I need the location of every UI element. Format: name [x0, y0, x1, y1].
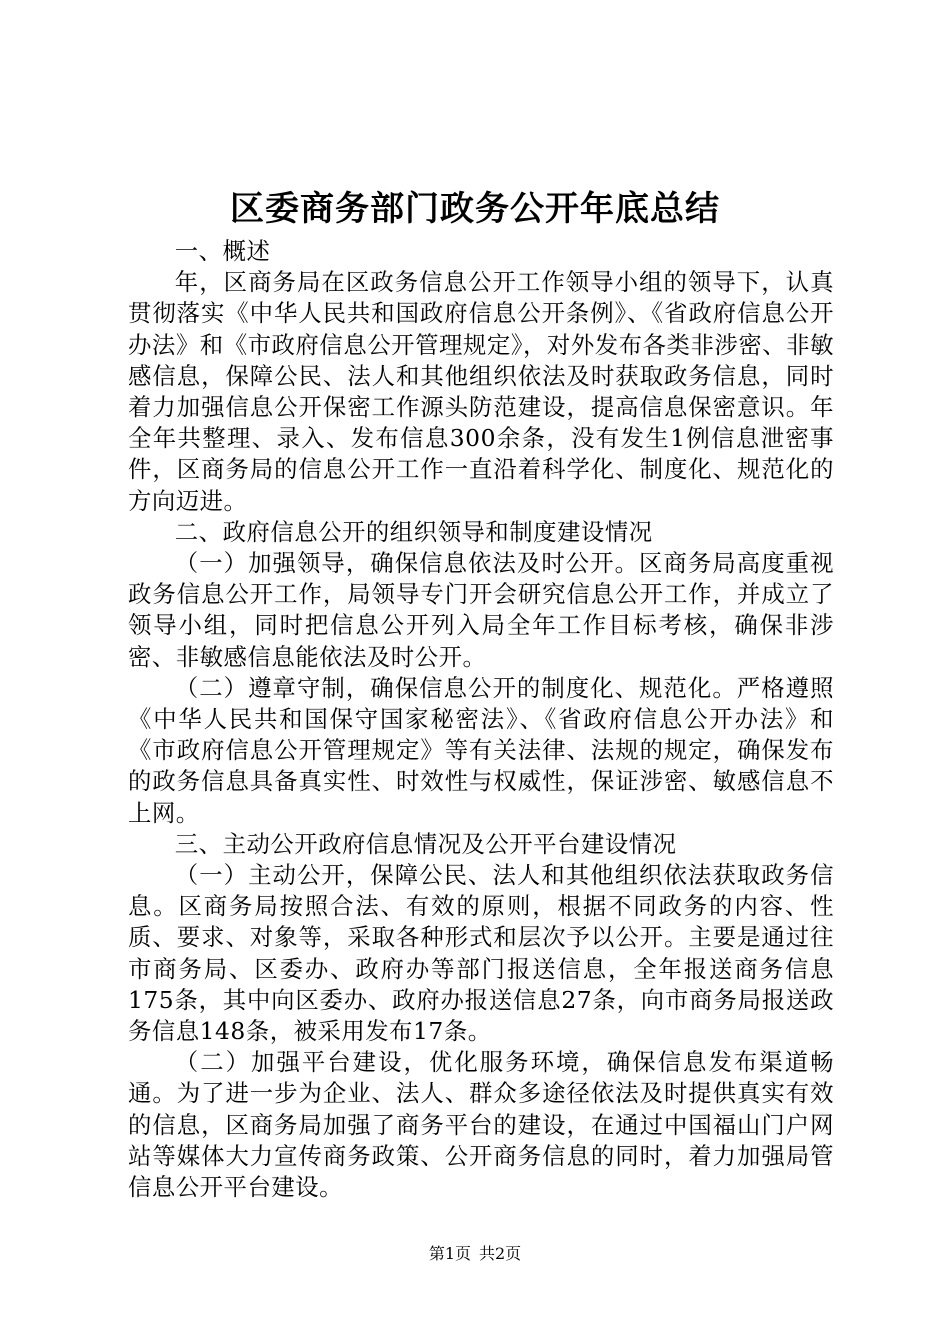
- section-heading-disclosure: 三、主动公开政府信息情况及公开平台建设情况: [174, 829, 677, 858]
- page-footer: [0, 1243, 950, 1265]
- paragraph-overview: 年，区商务局在区政务信息公开工作领导小组的领导下，认真贯彻落实《中华人民共和国政府信息公开条例》、《省政府信息公开办法》和《市政府信息公开管理规定》，对外发布各类非涉密、非敏感信息，保障公民、法人和其他组织依法及时获取政务信息，同时着力加强信息公开保密工作源头防范建设，提高信息保密意识。年全年共整理、录入、发布信息300余条，没有发生1例信息泄密事件，区商务局的信息公开工作一直沿着科学化、制度化、规范化的方向迈进。: [128, 268, 834, 515]
- document-title: 区委商务部门政务公开年底总结: [230, 189, 720, 229]
- document-body: [128, 236, 834, 1203]
- section-heading-overview: 一、概述: [174, 237, 271, 265]
- page-number-current: 第1页: [428, 1244, 471, 1263]
- paragraph-active-disclosure: （一）主动公开，保障公民、法人和其他组织依法获取政务信息。区商务局按照合法、有效的原则，根据不同政务的内容、性质、要求、对象等，采取各种形式和层次予以公开。主要是通过往市商务局、区委办、政府办等部门报送信息，全年报送商务信息175条，其中向区委办、政府办报送信息27条，向市商务局报送政务信息148条，被采用发布17条。: [128, 861, 834, 1046]
- paragraph-leadership: （一）加强领导，确保信息依法及时公开。区商务局高度重视政务信息公开工作，局领导专门开会研究信息公开工作，并成立了领导小组，同时把信息公开列入局全年工作目标考核，确保非涉密、非敏感信息能依法及时公开。: [128, 549, 834, 671]
- paragraph-platform: （二）加强平台建设，优化服务环境，确保信息发布渠道畅通。为了进一步为企业、法人、群众多途径依法及时提供真实有效的信息，区商务局加强了商务平台的建设，在通过中国福山门户网站等媒体大力宣传商务政策、公开商务信息的同时，着力加强局管信息公开平台建设。: [128, 1048, 834, 1202]
- section-heading-organization: 二、政府信息公开的组织领导和制度建设情况: [174, 517, 653, 546]
- page-number-total: 共2页: [479, 1244, 522, 1263]
- paragraph-regulations: （二）遵章守制，确保信息公开的制度化、规范化。严格遵照《中华人民共和国保守国家秘密法》、《省政府信息公开办法》和《市政府信息公开管理规定》等有关法律、法规的规定，确保发布的政务信息具备真实性、时效性与权威性，保证涉密、敏感信息不上网。: [128, 673, 834, 827]
